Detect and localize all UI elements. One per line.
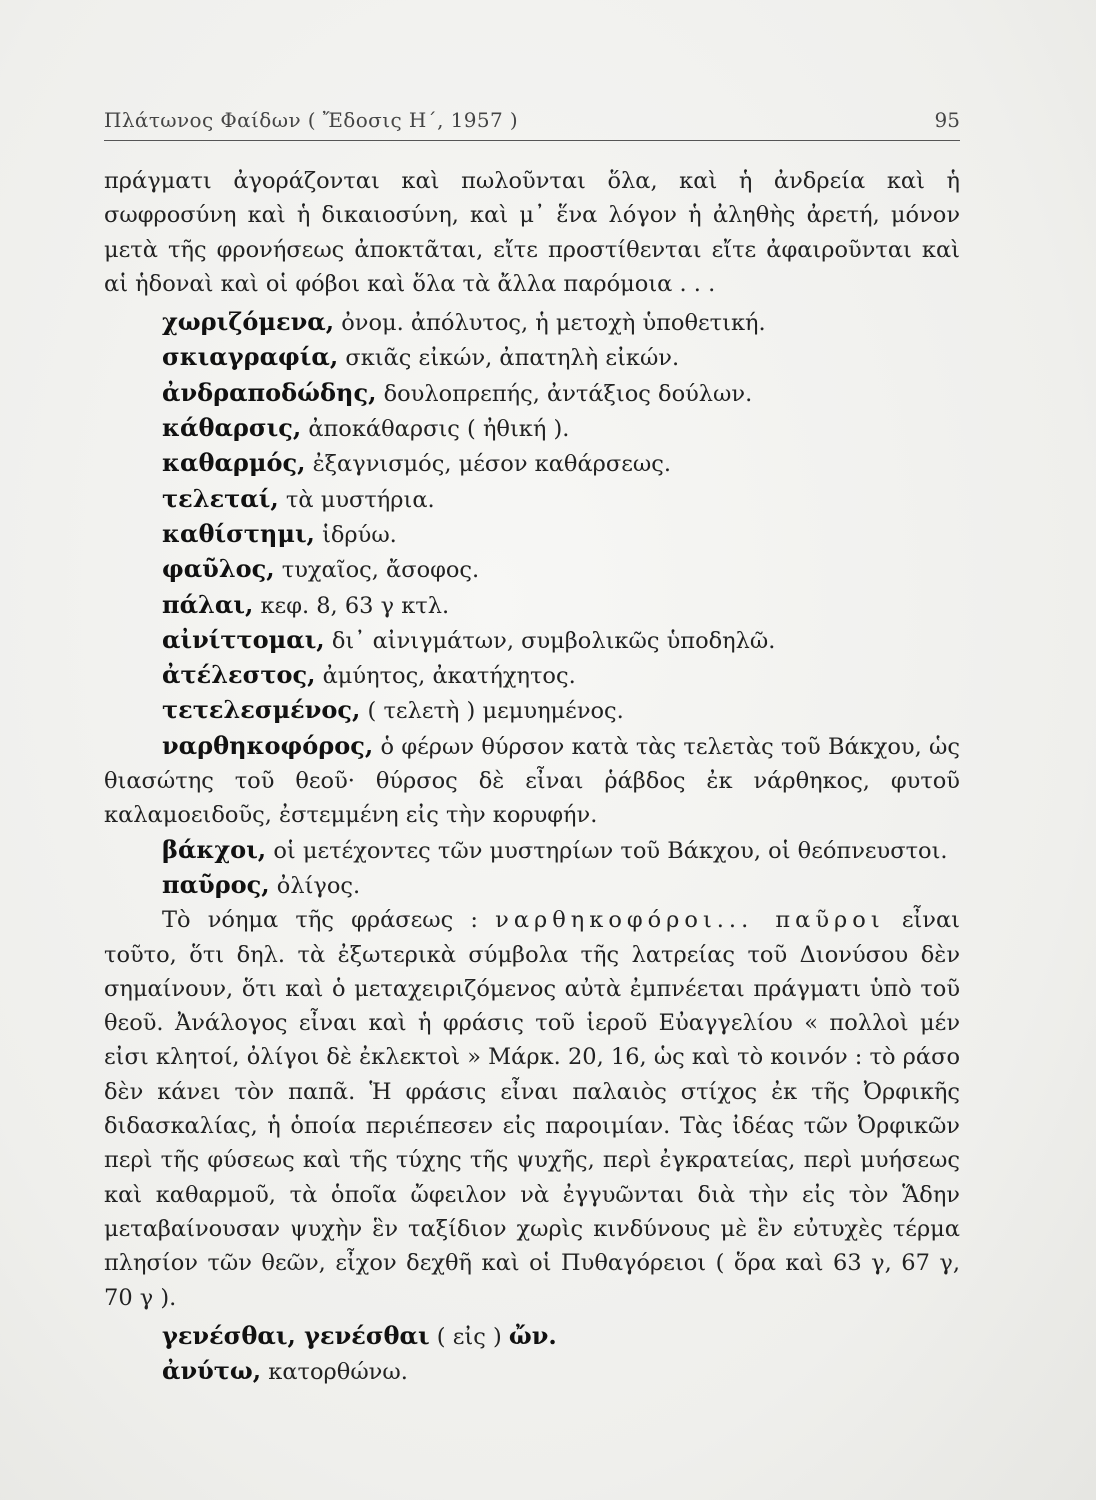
glossary-term: τετελεσμένος, <box>162 695 361 725</box>
glossary-term: ἀνύτω, <box>162 1356 262 1386</box>
glossary-entry <box>104 868 960 903</box>
glossary-term: ναρθηκοφόρος, <box>162 730 374 760</box>
glossary-term-secondary: ὤν. <box>508 1320 557 1350</box>
glossary-entry <box>104 623 960 658</box>
commentary-quote: ναρθηκοφόροι... παῦροι <box>495 907 885 934</box>
running-header <box>104 100 960 141</box>
glossary-entry <box>104 693 960 728</box>
commentary-lead: Τὸ νόημα τῆς φράσεως : <box>162 907 478 934</box>
glossary-definition: ἀποκάθαρσις ( ἠθική ). <box>308 416 570 443</box>
glossary-entry <box>104 411 960 446</box>
glossary-term: σκιαγραφία, <box>162 342 339 372</box>
glossary-definition: κεφ. 8, 63 γ κτλ. <box>260 592 450 619</box>
glossary-definition: ἐξαγνισμός, μέσον καθάρσεως. <box>312 451 671 478</box>
glossary-term: βάκχοι, <box>162 834 267 864</box>
glossary-entry <box>104 517 960 552</box>
glossary-definition: οἱ μετέχοντες τῶν μυστηρίων τοῦ Βάκχου, οἱ θεόπνευστοι. <box>273 837 948 864</box>
glossary-term: ἀτέλεστος, <box>162 660 316 690</box>
glossary-definition: ἱδρύω. <box>322 521 397 548</box>
glossary-term: καθίστημι, <box>162 518 315 548</box>
page-body <box>104 164 960 1389</box>
glossary-entry <box>104 1319 960 1354</box>
glossary-entry <box>104 552 960 587</box>
glossary-definition: ὁ φέρων θύρσον κατὰ τὰς τελετὰς τοῦ Βάκχου, ὡς θιασώτης τοῦ θεοῦ· θύρσος δὲ εἶναι ῥάβδος ἐκ νάρθηκος, φυτοῦ καλαμοειδοῦς, ἐστεμμένη εἰς τὴν κορυφήν. <box>104 733 960 829</box>
glossary-entry <box>104 729 960 833</box>
glossary-definition: ( τελετὴ ) μεμυημένος. <box>367 698 624 725</box>
glossary-definition: σκιᾶς εἰκών, ἀπατηλὴ εἰκών. <box>345 345 680 372</box>
glossary-definition: κατορθώνω. <box>268 1359 408 1386</box>
glossary-term: ἀνδραποδώδης, <box>162 377 377 407</box>
header-title: Πλάτωνος Φαίδων ( Ἔδοσις Η΄, 1957 ) <box>104 108 519 132</box>
glossary-term: καθαρμός, <box>162 448 306 478</box>
glossary-entry <box>104 588 960 623</box>
glossary-term: αἰνίττομαι, <box>162 624 325 654</box>
glossary-entry <box>104 305 960 340</box>
glossary-definition: τὰ μυστήρια. <box>285 486 435 513</box>
glossary-definition: τυχαῖος, ἄσοφος. <box>281 557 480 584</box>
glossary-term: παῦρος, <box>162 869 270 899</box>
glossary-entry <box>104 446 960 481</box>
glossary-definition: δουλοπρεπής, ἀντάξιος δούλων. <box>383 380 753 407</box>
glossary-term: φαῦλος, <box>162 554 275 584</box>
glossary-list <box>104 305 960 903</box>
glossary-entry <box>104 1354 960 1389</box>
glossary-entry <box>104 833 960 868</box>
glossary-definition: ἀμύητος, ἀκατήχητος. <box>322 663 576 690</box>
glossary-entry <box>104 376 960 411</box>
glossary-term: κάθαρσις, <box>162 413 302 443</box>
glossary-term: χωριζόμενα, <box>162 307 335 337</box>
commentary-text: εἶναι τοῦτο, ὅτι δηλ. τὰ ἐξωτερικὰ σύμβολα τῆς λατρείας τοῦ Διονύσου δὲν σημαίνουν, ὅτι καὶ ὁ μεταχειριζόμενος αὐτὰ ἐμπνέεται πράγματι ὑπὸ τοῦ θεοῦ. Ἀνάλογος εἶναι καὶ ἡ φράσις τοῦ ἱεροῦ Εὐαγγελίου « πολλοὶ μέν εἰσι κλητοί, ὀλίγοι δὲ ἐκλεκτοὶ » Μάρκ. 20, 16, ὡς καὶ τὸ κοινόν : τὸ ράσο δὲν κάνει τὸν παπᾶ. Ἡ φράσις εἶναι παλαιὸς στίχος ἐκ τῆς Ὀρφικῆς διδασκαλίας, ἡ ὁποία περιέπεσεν εἰς παροιμίαν. Τὰς ἰδέας τῶν Ὀρφικῶν περὶ τῆς φύσεως καὶ τῆς τύχης τῆς ψυχῆς, περὶ ἐγκρατείας, περὶ μυήσεως καὶ καθαρμοῦ, τὰ ὁποῖα ὤφειλον νὰ ἐγγυῶνται διὰ τὴν εἰς τὸν Ἅδην μεταβαίνουσαν ψυχὴν ἓν ταξίδιον χωρὶς κινδύνους μὲ ἓν εὐτυχὲς τέρμα πλησίον τῶν θεῶν, εἶχον δεχθῆ καὶ οἱ Πυθαγόρειοι ( ὅρα καὶ 63 γ, 67 γ, 70 γ ). <box>104 907 961 1311</box>
glossary-entry <box>104 482 960 517</box>
glossary-definition: ( εἰς ) <box>436 1323 502 1350</box>
glossary-entry <box>104 658 960 693</box>
glossary-term: τελεταί, <box>162 483 279 513</box>
glossary-term: πάλαι, <box>162 589 254 619</box>
glossary-definition: ὀλίγος. <box>276 872 361 899</box>
intro-paragraph: πράγματι ἀγοράζονται καὶ πωλοῦνται ὅλα, καὶ ἡ ἀνδρεία καὶ ἡ σωφροσύνη καὶ ἡ δικαιοσύνη, καὶ μ᾽ ἕνα λόγον ἡ ἀληθὴς ἀρετή, μόνον μετὰ τῆς φρονήσεως ἀποκτᾶται, εἴτε προστίθενται εἴτε ἀφαιροῦνται καὶ αἱ ἡδοναὶ καὶ οἱ φόβοι καὶ ὅλα τὰ ἄλλα παρόμοια . . . <box>104 168 960 297</box>
page-number: 95 <box>934 108 960 132</box>
glossary-definition: δι᾽ αἰνιγμάτων, συμβολικῶς ὑποδηλῶ. <box>331 627 776 654</box>
glossary-term: γενέσθαι, γενέσθαι <box>162 1320 430 1350</box>
glossary-entry <box>104 340 960 375</box>
commentary-paragraph <box>104 903 960 1315</box>
glossary-definition: ὀνομ. ἀπόλυτος, ἡ μετοχὴ ὑποθετική. <box>341 310 766 337</box>
